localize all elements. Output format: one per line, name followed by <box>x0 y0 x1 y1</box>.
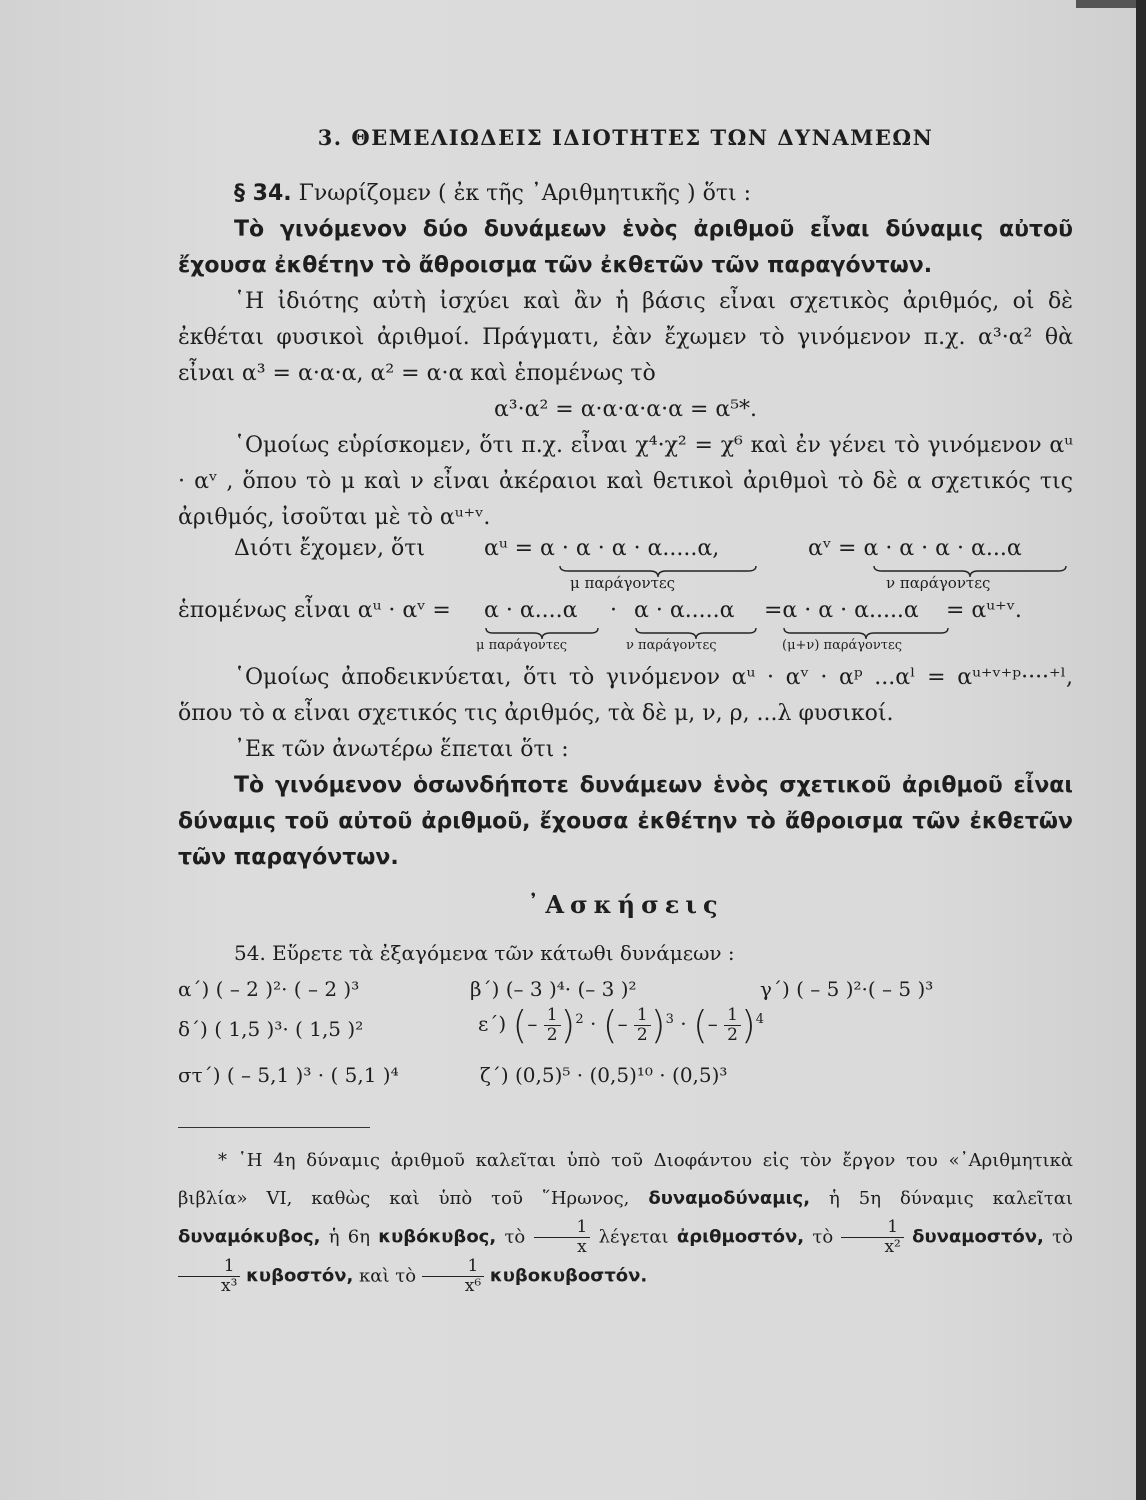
dioti-text: Διότι ἔχομεν, ὅτι <box>234 536 426 561</box>
footnote-term-2: δυναμόκυβος, <box>178 1226 321 1248</box>
paren-close-2: ) <box>650 1003 666 1047</box>
chapter-heading: 3. ΘΕΜΕΛΙΩΔΕΙΣ ΙΔΙΟΤΗΤΕΣ ΤΩΝ ΔΥΝΑΜΕΩΝ <box>317 125 934 150</box>
exercise-b: β΄) (– 3 )⁴· (– 3 )² <box>470 977 637 1001</box>
fraction-half-2: $\frac{1}{2}$ <box>634 1006 651 1045</box>
exercises-heading: ᾿Ασκήσεις <box>527 890 724 919</box>
minus-sign-2: – <box>617 1011 628 1036</box>
section-intro <box>178 176 1073 212</box>
footnote-text-7: τὸ <box>1052 1226 1073 1248</box>
product-part-c: =α · α · α.....α <box>764 598 919 623</box>
exercise-e-label: ε΄) <box>478 1011 507 1036</box>
footnote-term-6: κυβοστόν, <box>246 1265 354 1287</box>
exercise-c: γ΄) ( – 5 )²·( – 5 )³ <box>760 977 934 1001</box>
product-part-b: α · α.....α <box>634 598 735 623</box>
equation-a-mu: αᵘ = α · α · α · α.....α, <box>484 536 720 561</box>
footnote-text-4: τὸ <box>504 1226 526 1248</box>
footnote-term-3: κυβόκυβος, <box>378 1226 497 1248</box>
footnote-text-1: * ῾Η 4η δύναμις ἀριθμοῦ καλεῖται ὑπὸ τοῦ Διοφάντου εἰς τὸν ἔργον του «᾿Αριθμητικὰ βιβλία» VI, καθὼς καὶ ὑπὸ τοῦ ῞Ηρωνος, <box>178 1150 1073 1209</box>
label-p-mu: μ παράγοντες <box>476 638 568 653</box>
paren-close-1: ) <box>560 1003 576 1047</box>
footnote-term-4: ἀριθμοστόν, <box>676 1226 805 1248</box>
product-dot: · <box>610 598 617 623</box>
paren-open-3: ( <box>692 1003 708 1047</box>
footnote-text-6: τὸ <box>812 1226 834 1248</box>
fraction-1-over-x3: $\frac{1}{\text{x³}}$ <box>178 1257 240 1296</box>
footnote <box>178 1142 1073 1296</box>
fraction-1-over-x6: $\frac{1}{\text{x⁶}}$ <box>422 1257 484 1296</box>
rule-statement-1: Τὸ γινόμενον δύο δυνάμεων ἑνὸς ἀριθμοῦ εἶναι δύναμις αὐτοῦ ἔχουσα ἐκθέτην τὸ ἄθροισμα τῶν ἐκθετῶν τῶν παραγόντων. <box>178 217 1073 278</box>
product-part-a: α · α....α <box>484 598 578 623</box>
paren-open-2: ( <box>602 1003 618 1047</box>
paragraph-2: ῾Ομοίως εὑρίσκομεν, ὅτι π.χ. εἶναι χ⁴·χ² = χ⁶ καὶ ἐν γένει τὸ γινόμενον αᵘ · αᵛ , ὅπου τὸ μ καὶ ν εἶναι ἀκέραιοι καὶ θετικοὶ ἀριθμοὶ τὸ δὲ α σχετικός τις ἀριθμός, ἰσοῦται μὲ τὸ αᵘ⁺ᵛ. <box>178 433 1073 530</box>
exercise-grid <box>178 977 1073 1097</box>
page-content <box>178 125 1073 1296</box>
footnote-text-5: λέγεται <box>598 1226 669 1248</box>
rule-statement-2: Τὸ γινόμενον ὁσωνδήποτε δυνάμεων ἑνὸς σχετικοῦ ἀριθμοῦ εἶναι δύναμις τοῦ αὐτοῦ ἀριθμοῦ, ἔχουσα ἐκθέτην τὸ ἄθροισμα τῶν ἐκθετῶν τῶν παραγόντων. <box>178 773 1073 870</box>
section-intro-text: Γνωρίζομεν ( ἐκ τῆς ᾿Αριθμητικῆς ) ὅτι : <box>298 181 752 206</box>
section-number: § 34. <box>234 181 292 206</box>
footnote-text-2: ἡ 5η δύναμις καλεῖται <box>829 1188 1073 1209</box>
label-p-nu: ν παράγοντες <box>626 638 717 653</box>
fraction-half-3: $\frac{1}{2}$ <box>724 1006 741 1045</box>
equation-1: α³·α² = α·α·α·α·α = α⁵*. <box>493 397 758 422</box>
minus-sign-1: – <box>527 1011 538 1036</box>
page-edge-shadow <box>1136 0 1146 1500</box>
minus-sign-3: – <box>707 1011 718 1036</box>
footnote-term-1: δυναμοδύναμις, <box>648 1188 811 1209</box>
exercise-a: α΄) ( – 2 )²· ( – 2 )³ <box>178 977 360 1001</box>
exercise-st: στ΄) ( – 5,1 )³ · ( 5,1 )⁴ <box>178 1063 399 1087</box>
exercise-task: 54. Εὕρετε τὰ ἐξαγόμενα τῶν κάτωθι δυνάμεων : <box>234 941 735 965</box>
footnote-separator <box>178 1127 370 1128</box>
brace-equation-row-2 <box>178 598 1073 660</box>
equation-a-nu: αᵛ = α · α · α · α...α <box>808 536 1022 561</box>
fraction-1-over-x: $\frac{1}{x}$ <box>534 1218 591 1257</box>
footnote-term-5: δυναμοστόν, <box>912 1226 1044 1248</box>
paragraph-3: ῾Ομοίως ἀποδεικνύεται, ὅτι τὸ γινόμενον αᵘ · αᵛ · αᵖ ...αˡ = αᵘ⁺ᵛ⁺ᵖ····⁺ˡ, ὅπου τὸ α εἶναι σχετικός τις ἀριθμός, τὰ δὲ μ, ν, ρ, ...λ φυσικοί. <box>178 665 1073 726</box>
paren-open-1: ( <box>512 1003 528 1047</box>
exercise-e: ε΄) (– $\frac{1}{2}$ )$^2$ · (– $\frac{1}{2}$ )$^3$ · (– $\frac{1}{2}$ )$^4$ <box>478 1003 765 1047</box>
fraction-half-1: $\frac{1}{2}$ <box>544 1006 561 1045</box>
label-p-munu: (μ+ν) παράγοντες <box>782 638 902 653</box>
fraction-1-over-x2: $\frac{1}{\text{x²}}$ <box>841 1218 903 1257</box>
exercise-d: δ΄) ( 1,5 )³· ( 1,5 )² <box>178 1017 364 1041</box>
exponent-e3: 4 <box>755 1011 765 1027</box>
exercise-z: ζ΄) (0,5)⁵ · (0,5)¹⁰ · (0,5)³ <box>480 1063 728 1087</box>
label-nu-factors: ν παράγοντες <box>886 574 991 592</box>
footnote-text-3: ἡ 6η <box>328 1226 371 1248</box>
page-edge-top <box>1076 0 1136 8</box>
paren-close-3: ) <box>740 1003 756 1047</box>
paragraph-4: ᾿Εκ τῶν ἀνωτέρω ἕπεται ὅτι : <box>234 737 569 762</box>
exponent-e2: 3 <box>665 1011 674 1027</box>
epomenos-text: ἑπομένως εἶναι αᵘ · αᵛ = <box>178 598 451 623</box>
paragraph-1: ῾Η ἰδιότης αὐτὴ ἰσχύει καὶ ἂν ἡ βάσις εἶναι σχετικὸς ἀριθμός, οἱ δὲ ἐκθέται φυσικοὶ ἀριθμοί. Πράγματι, ἐὰν ἔχωμεν τὸ γινόμενον π.χ. α³·α² θὰ εἶναι α³ = α·α·α, α² = α·α καὶ ἑπομένως τὸ <box>178 289 1073 386</box>
footnote-text-8: καὶ τὸ <box>359 1265 417 1287</box>
brace-equation-row-1 <box>178 536 1073 598</box>
footnote-term-7: κυβοκυβοστόν. <box>489 1265 648 1287</box>
exponent-e1: 2 <box>575 1011 584 1027</box>
label-mu-factors: μ παράγοντες <box>570 574 676 592</box>
product-result: = αᵘ⁺ᵛ. <box>946 598 1022 623</box>
